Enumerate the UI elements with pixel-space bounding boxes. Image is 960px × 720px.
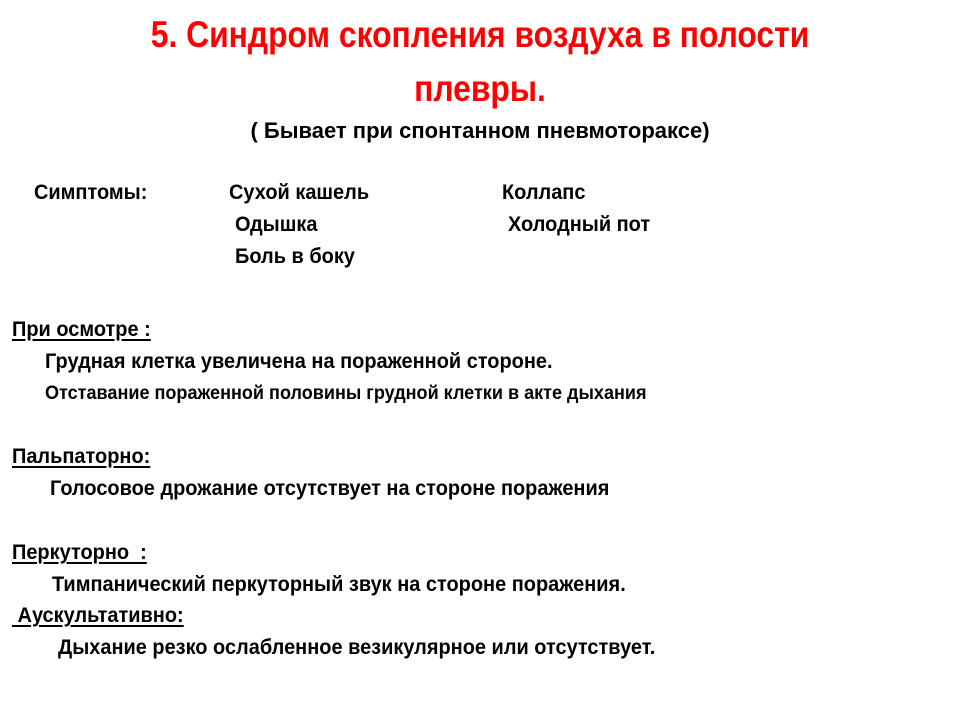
symptom-item: Боль в боку bbox=[235, 245, 355, 268]
inspection-heading: При осмотре : bbox=[12, 318, 151, 341]
slide-title-line-1: 5. Синдром скопления воздуха в полости bbox=[150, 14, 810, 55]
symptom-item: Сухой кашель bbox=[229, 181, 370, 204]
percussion-line: Тимпанический перкуторный звук на стороне поражения. bbox=[52, 573, 626, 596]
symptom-item: Холодный пот bbox=[508, 213, 651, 236]
symptom-item: Одышка bbox=[235, 213, 318, 236]
slide-title-line-2: плевры. bbox=[414, 68, 546, 109]
palpation-heading: Пальпаторно: bbox=[12, 445, 151, 468]
auscultation-line: Дыхание резко ослабленное везикулярное или отсутствует. bbox=[58, 636, 656, 659]
inspection-line: Отставание пораженной половины грудной клетки в акте дыхания bbox=[45, 383, 647, 404]
symptom-item: Коллапс bbox=[502, 181, 586, 204]
auscultation-heading: Аускультативно: bbox=[12, 604, 184, 627]
percussion-heading: Перкуторно : bbox=[12, 541, 147, 564]
symptoms-label: Симптомы: bbox=[34, 181, 148, 204]
slide-subtitle: ( Бывает при спонтанном пневмотораксе) bbox=[250, 118, 710, 143]
inspection-line: Грудная клетка увеличена на пораженной стороне. bbox=[45, 350, 553, 373]
palpation-line: Голосовое дрожание отсутствует на стороне поражения bbox=[50, 477, 610, 500]
